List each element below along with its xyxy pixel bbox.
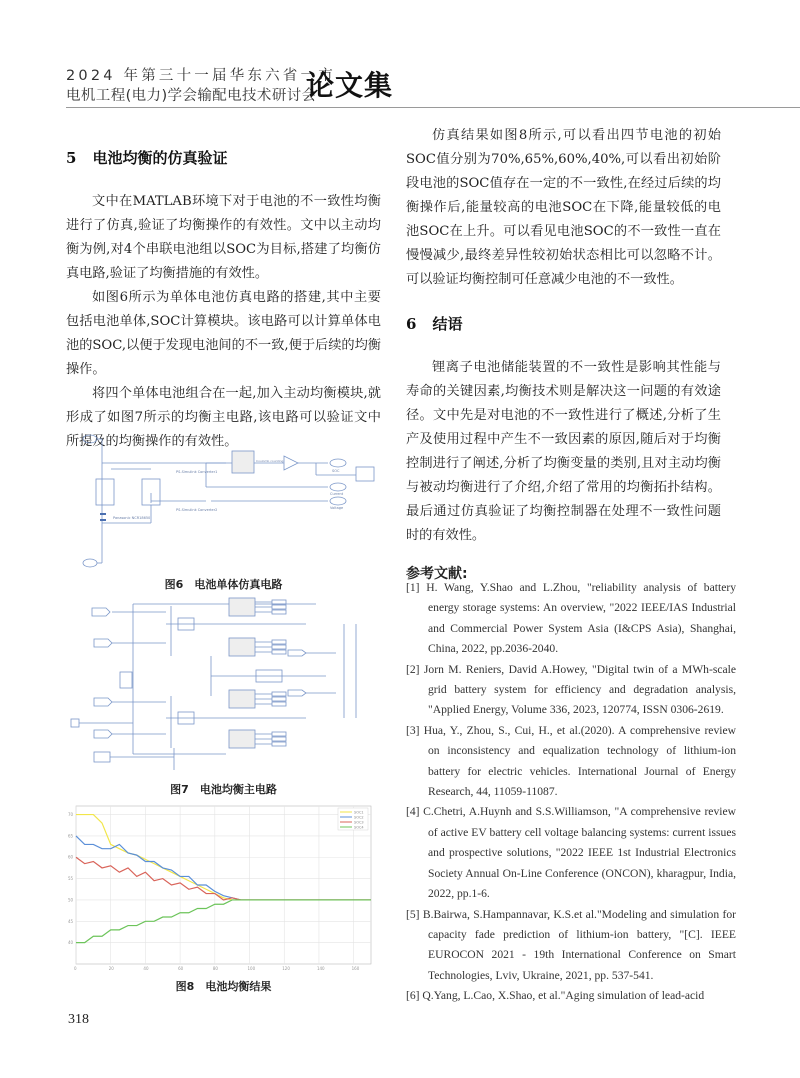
- y-tick-label: 40: [68, 940, 74, 946]
- legend-entry: SOC2: [354, 815, 364, 820]
- page-number: 318: [68, 1012, 89, 1027]
- y-tick-label: 50: [68, 897, 74, 903]
- section-number: 5: [66, 149, 77, 167]
- left-column: [66, 146, 381, 454]
- reference-list: [406, 578, 736, 1007]
- x-tick-label: 40: [143, 966, 149, 971]
- reference-item: [6] Q.Yang, L.Cao, X.Shao, et al."Aging simulation of lead-acid: [406, 989, 705, 1003]
- figure-8-caption: 图8 电池均衡结果: [175, 980, 272, 993]
- right-column: [406, 124, 721, 586]
- converter1-label: PS-Simulink Converter1: [176, 470, 218, 474]
- reference-item: [1] H. Wang, Y.Shao and L.Zhou, "reliability analysis of battery energy storage systems: An overview, "2022 IEEE/IAS Industrial and Commercial Power System Asia (I&CPS Asia), Shanghai, China, 2022, pp.2036-2040.: [406, 581, 736, 656]
- header-rule: [66, 107, 800, 108]
- single-cell-circuit-diagram: [66, 433, 381, 573]
- soc-port-label: SOC: [332, 469, 340, 473]
- reference-item: [3] Hua, Y., Zhou, S., Cui, H., et al.(2020). A comprehensive review on inconsistency and equalization technology of lithium-ion battery for electric vehicles. International Journal of Energy Research, 44, 11059-11087.: [406, 723, 736, 799]
- current-port-label: Current: [330, 492, 344, 496]
- reference-item: [2] Jorn M. Reniers, David A.Howey, "Digital twin of a MWh-scale grid battery system for efficiency and degradation analysis, "Applied Energy, Volume 336, 2023, 120774, ISSN 0306-2619.: [406, 662, 736, 717]
- x-tick-label: 100: [247, 966, 256, 971]
- x-tick-label: 80: [212, 966, 218, 971]
- header-line-2: 电机工程(电力)学会输配电技术研讨会: [66, 88, 317, 104]
- figure-6-circuit: [66, 433, 381, 573]
- references-heading: 参考文献:: [406, 566, 468, 582]
- y-tick-label: 65: [68, 833, 74, 839]
- y-tick-label: 60: [68, 854, 74, 860]
- x-tick-label: 0: [74, 966, 77, 971]
- y-tick-label: 70: [68, 812, 74, 818]
- soc-balancing-line-chart: [66, 802, 381, 972]
- converter2-label: PS-Simulink Converter2: [176, 508, 218, 512]
- paragraph: 将四个单体电池组合在一起,加入主动均衡模块,就形成了如图7所示的均衡主电路,该电路可以验证文中所提及的均衡操作的有效性。: [66, 386, 381, 449]
- figure-7-caption: 图7 电池均衡主电路: [170, 783, 277, 796]
- header-collection-title: 论文集: [306, 69, 394, 102]
- x-tick-label: 120: [282, 966, 290, 971]
- reference-item: [5] B.Bairwa, S.Hampannavar, K.S.et al."Modeling and simulation for capacity fade prediction of lithium-ion battery, "[C]. IEEE EUROCON 2021 - 19th International Conference on Smart Technologies, Lviv, Ukraine, 2021, pp. 537-541.: [406, 907, 736, 982]
- figure-8-chart: [66, 802, 381, 972]
- paragraph: 锂离子电池储能装置的不一致性是影响其性能与寿命的关键因素,均衡技术则是解决这一问题的有效途径。文中先是对电池的不一致性进行了概述,分析了生产及使用过程中产生不一致因素的原因,随后对于均衡控制进行了阐述,分析了均衡变量的类别,且对主动均衡与被动均衡进行了介绍,介绍了常用的均衡拓扑结构。最后通过仿真验证了均衡控制器在处理不一致性问题时的有效性。: [406, 360, 721, 543]
- figure-7-circuit: [66, 592, 381, 774]
- legend-entry: SOC4: [354, 825, 364, 830]
- section-6-heading: [406, 312, 721, 336]
- x-tick-label: 20: [108, 966, 114, 971]
- section-title: 电池均衡的仿真验证: [92, 149, 228, 167]
- x-tick-label: 60: [178, 966, 184, 971]
- balancing-main-circuit-diagram: [66, 592, 381, 774]
- section-number: 6: [406, 315, 417, 333]
- paragraph: 如图6所示为单体电池仿真电路的搭建,其中主要包括电池单体,SOC计算模块。该电路可以计算单体电池的SOC,以便于发现电池间的不一致,便于后续的均衡操作。: [66, 290, 381, 377]
- coulomb-label: Coulomb counting: [256, 459, 284, 463]
- legend-entry: SOC3: [354, 820, 364, 825]
- x-tick-label: 160: [351, 966, 360, 971]
- legend-entry: SOC1: [354, 810, 364, 815]
- reference-item: [4] C.Chetri, A.Huynh and S.S.Williamson, "A comprehensive review of active EV battery cell voltage balancing systems: current issues and prospective solutions, "2022 IEEE 1st Industrial Electronics Society Annual On-Line Conference (ONCON), kharagpur, India, 2022, pp.1-6.: [406, 805, 736, 901]
- battery-label: Panasonic NCR18650: [113, 516, 151, 520]
- paragraph: 仿真结果如图8所示,可以看出四节电池的初始SOC值分别为70%,65%,60%,40%,可以看出初始阶段电池的SOC值存在一定的不一致性,在经过后续的均衡操作后,能量较高的电池SOC在下降,能量较低的电池SOC在上升。可以看见电池SOC的不一致性一直在慢慢减少,最终差异性较初始状态相比可以忽略不计。可以验证均衡控制可任意减少电池的不一致性。: [406, 128, 721, 287]
- x-tick-label: 140: [316, 966, 325, 971]
- section-title: 结语: [432, 315, 463, 333]
- y-tick-label: 55: [68, 876, 74, 882]
- paragraph: 文中在MATLAB环境下对于电池的不一致性均衡进行了仿真,验证了均衡操作的有效性。文中以主动均衡为例,对4个串联电池组以SOC为目标,搭建了均衡仿真电路,验证了均衡措施的有效性。: [66, 194, 381, 281]
- section-5-heading: [66, 146, 381, 170]
- y-tick-label: 45: [68, 918, 74, 924]
- voltage-port-label: Voltage: [330, 506, 344, 510]
- header-line-1: 2024 年第三十一届华东六省一市: [66, 68, 336, 84]
- figure-6-caption: 图6 电池单体仿真电路: [164, 578, 283, 591]
